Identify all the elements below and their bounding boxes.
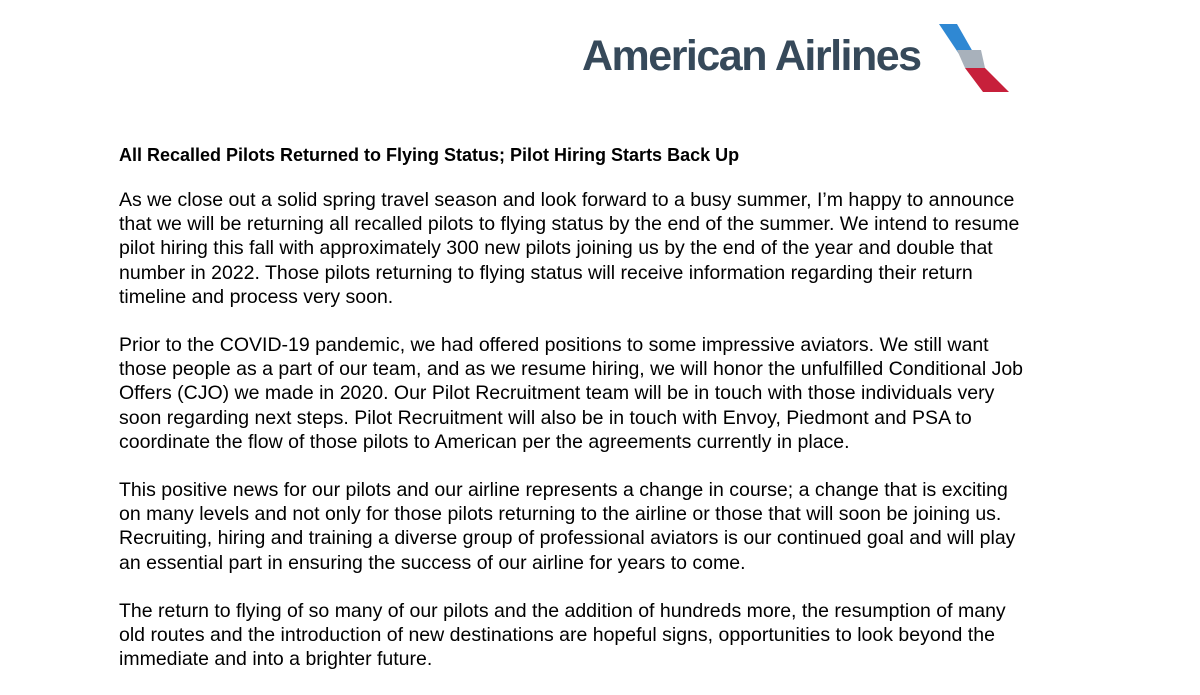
paragraph-line: those people as a part of our team, and as we resume hiring, we will honor the unfulfilled Conditional Job bbox=[119, 358, 1024, 381]
paragraph-line: old routes and the introduction of new destinations are hopeful signs, opportunities to look beyond the bbox=[119, 624, 995, 647]
paragraph-line: This positive news for our pilots and our airline represents a change in course; a change that is exciting bbox=[119, 479, 1008, 502]
document-body bbox=[119, 143, 1079, 695]
american-airlines-logo bbox=[582, 22, 1022, 96]
paragraph-line: Recruiting, hiring and training a diverse group of professional aviators is our continued goal and will play bbox=[119, 527, 1016, 550]
paragraph-line: immediate and into a brighter future. bbox=[119, 648, 433, 671]
paragraph-line: coordinate the flow of those pilots to American per the agreements currently in place. bbox=[119, 430, 850, 453]
paragraph-line: Prior to the COVID-19 pandemic, we had offered positions to some impressive aviators. We still want bbox=[119, 334, 989, 357]
logo-wordmark: American Airlines bbox=[582, 32, 921, 80]
paragraph bbox=[119, 478, 1079, 575]
flight-symbol-icon bbox=[937, 22, 1017, 96]
flight-symbol-gray bbox=[957, 50, 985, 68]
paragraph bbox=[119, 599, 1079, 672]
paragraph-line: number in 2022. Those pilots returning to flying status will receive information regarding their return bbox=[119, 261, 973, 284]
paragraph-line: an essential part in ensuring the success of our airline for years to come. bbox=[119, 551, 746, 574]
paragraph-line: pilot hiring this fall with approximately 300 new pilots joining us by the end of the year and double that bbox=[119, 237, 993, 260]
paragraph-line: Offers (CJO) we made in 2020. Our Pilot Recruitment team will be in touch with those individuals very bbox=[119, 382, 995, 405]
paragraph-line: timeline and process very soon. bbox=[119, 285, 394, 308]
paragraph-line: soon regarding next steps. Pilot Recruitment will also be in touch with Envoy, Piedmont and PSA to bbox=[119, 406, 972, 429]
flight-symbol-red bbox=[965, 68, 1009, 92]
paragraph-line: on many levels and not only for those pilots returning to the airline or those that will soon be joining us. bbox=[119, 503, 1002, 526]
document-headline: All Recalled Pilots Returned to Flying Status; Pilot Hiring Starts Back Up bbox=[119, 145, 740, 165]
paragraph-line: that we will be returning all recalled pilots to flying status by the end of the summer. We intend to resume bbox=[119, 213, 1020, 236]
paragraph-line: The return to flying of so many of our pilots and the addition of hundreds more, the resumption of many bbox=[119, 599, 1006, 622]
paragraph bbox=[119, 333, 1079, 454]
paragraph bbox=[119, 188, 1079, 309]
paragraph-line: As we close out a solid spring travel season and look forward to a busy summer, I’m happy to announce bbox=[119, 189, 1015, 211]
